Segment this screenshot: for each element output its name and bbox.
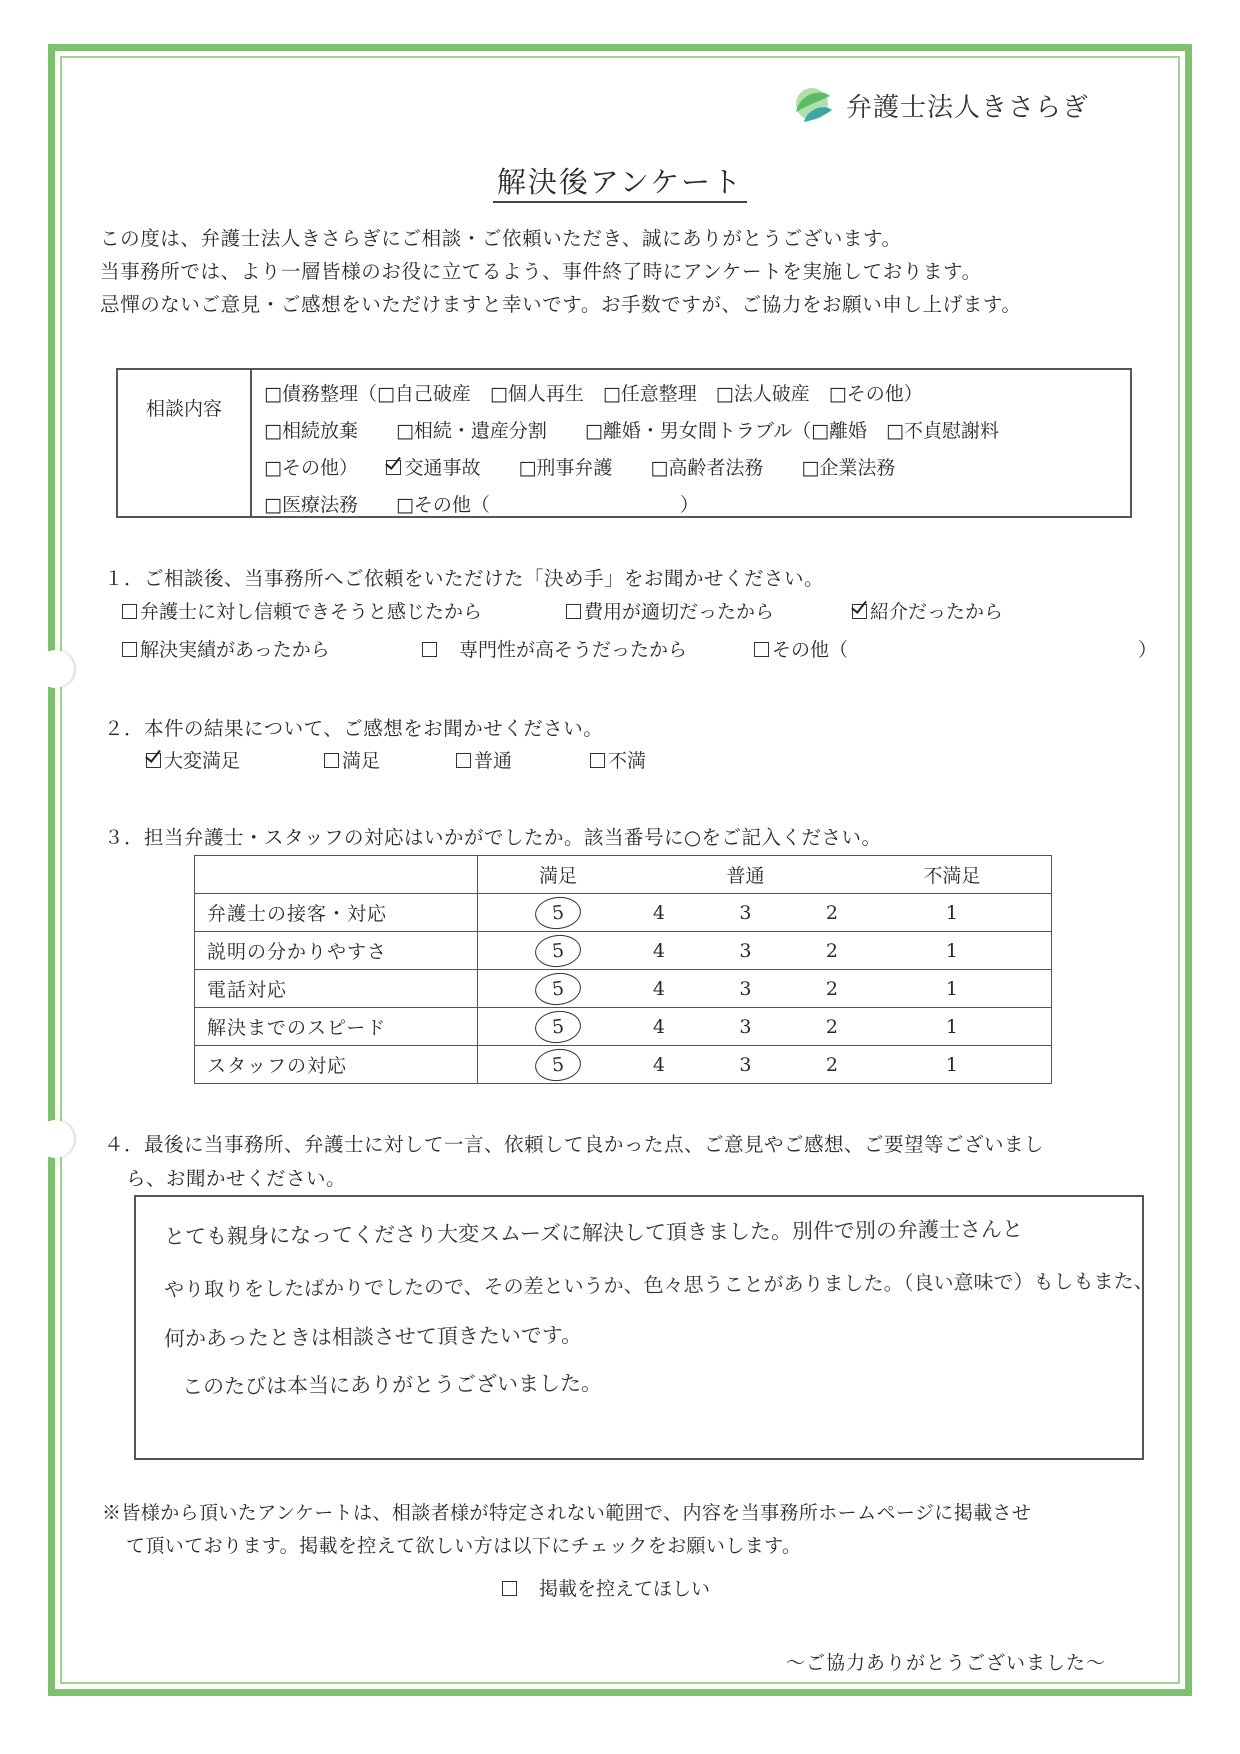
traffic-accident-checkbox[interactable] (386, 460, 401, 475)
q3-title: ３．担当弁護士・スタッフの対応はいかがでしたか。該当番号に○をご記入ください。 (104, 826, 882, 849)
rating-row (195, 932, 1052, 970)
rating-score: 3 (739, 1053, 752, 1076)
rating-score-circled: 5 (533, 970, 582, 1007)
q1-option-referral[interactable]: 紹介だったから (852, 597, 1003, 627)
consultation-row[interactable]: □医療法務 □その他（ ） (264, 494, 699, 516)
rating-score: 2 (825, 977, 838, 1000)
rating-row-label: スタッフの対応 (195, 1046, 478, 1084)
punch-hole-bottom (36, 1120, 74, 1158)
checkbox[interactable] (122, 642, 137, 657)
traffic-accident-label: 交通事故 (404, 457, 481, 479)
header-satisfied: 満足 (478, 856, 639, 894)
checkbox[interactable] (456, 753, 471, 768)
checkbox[interactable] (566, 604, 581, 619)
optout-option[interactable]: 掲載を控えてほしい (502, 1574, 710, 1604)
rating-score-cell[interactable] (811, 1008, 853, 1046)
closing-thanks: ～ご協力ありがとうございました～ (786, 1652, 1107, 1674)
rating-score-circled: 5 (533, 894, 582, 931)
rating-row-label: 弁護士の接客・対応 (195, 894, 478, 932)
firm-logo (790, 82, 1089, 128)
rating-score-cell[interactable] (478, 894, 639, 932)
checkbox[interactable] (590, 753, 605, 768)
consultation-row[interactable] (264, 450, 999, 487)
q4-title-line2: ら、お聞かせください。 (126, 1167, 347, 1190)
rating-score-cell[interactable] (638, 894, 680, 932)
q1-title: １．ご相談後、当事務所へご依頼をいただけた「決め手」をお聞かせください。 (104, 567, 825, 590)
rating-score-cell[interactable] (638, 932, 680, 970)
rating-row (195, 894, 1052, 932)
q4-title-line1: ４．最後に当事務所、弁護士に対して一言、依頼して良かった点、ご意見やご感想、ご要望等ございまし (104, 1133, 1045, 1156)
rating-row-label: 解決までのスピード (195, 1008, 478, 1046)
note-line: ※皆様から頂いたアンケートは、相談者様が特定されない範囲で、内容を当事務所ホームページに掲載させ (102, 1502, 1032, 1524)
punch-hole-top (36, 650, 74, 688)
rating-score-cell[interactable] (680, 1046, 811, 1084)
checkbox-checked[interactable] (852, 604, 867, 619)
rating-score-cell[interactable] (680, 970, 811, 1008)
checkbox[interactable] (422, 642, 437, 657)
rating-score-cell[interactable] (638, 1046, 680, 1084)
rating-score: 3 (739, 901, 752, 924)
rating-table (194, 855, 1052, 1084)
comment-line: とても親身になってくださり大変スムーズに解決して頂きました。別件で別の弁護士さんと (163, 1217, 1024, 1249)
publication-note (102, 1497, 1031, 1563)
rating-score-cell[interactable] (853, 970, 1052, 1008)
rating-score-cell[interactable] (811, 1046, 853, 1084)
rating-score-cell[interactable] (853, 932, 1052, 970)
rating-score: 4 (652, 977, 665, 1000)
page-title: 解決後アンケート (0, 160, 1240, 201)
rating-score-circled: 5 (533, 1008, 582, 1045)
rating-score-cell[interactable] (853, 894, 1052, 932)
rating-row (195, 1046, 1052, 1084)
intro-line: この度は、弁護士法人きさらぎにご相談・ご依頼いただき、誠にありがとうございます。 (100, 227, 902, 250)
firm-name: 弁護士法人きさらぎ (846, 92, 1090, 123)
rating-score-cell[interactable] (478, 1008, 639, 1046)
rating-score: 4 (652, 901, 665, 924)
rating-score-cell[interactable] (680, 1008, 811, 1046)
comment-box[interactable] (134, 1195, 1154, 1460)
rating-score-cell[interactable] (811, 932, 853, 970)
rating-score-cell[interactable] (811, 970, 853, 1008)
q1-other-close: ） (1138, 639, 1158, 661)
rating-row-label: 説明の分かりやすさ (195, 932, 478, 970)
q2-option-dissatisfied[interactable]: 不満 (590, 746, 646, 776)
rating-score: 2 (825, 1015, 838, 1038)
comment-line: 何かあったときは相談させて頂きたいです。 (163, 1323, 583, 1351)
q2-option-neutral[interactable]: 普通 (456, 746, 512, 776)
consultation-row[interactable]: □債務整理（□自己破産 □個人再生 □任意整理 □法人破産 □その他） (264, 383, 923, 405)
rating-score: 4 (652, 939, 665, 962)
consultation-label: 相談内容 (118, 370, 252, 516)
checkbox[interactable] (754, 642, 769, 657)
rating-score-cell[interactable] (478, 970, 639, 1008)
rating-score: 1 (945, 1053, 958, 1076)
rating-row (195, 970, 1052, 1008)
consultation-row-visible: □その他） 交通事故 □刑事弁護 □高齢者法務 □企業法務 (264, 457, 896, 479)
header-neutral: 普通 (680, 856, 811, 894)
rating-score: 3 (739, 1015, 752, 1038)
rating-row (195, 1008, 1052, 1046)
rating-score: 2 (825, 901, 838, 924)
rating-score: 2 (825, 1053, 838, 1076)
intro-line: 当事務所では、より一層皆様のお役に立てるよう、事件終了時にアンケートを実施しております。 (100, 260, 982, 283)
rating-score-cell[interactable] (680, 894, 811, 932)
q2-title: ２．本件の結果について、ご感想をお聞かせください。 (104, 717, 604, 740)
rating-score-cell[interactable] (638, 970, 680, 1008)
rating-header-blank (195, 856, 478, 894)
intro-text (100, 222, 1021, 321)
leaf-logo-icon (790, 82, 836, 128)
comment-line: やり取りをしたばかりでしたので、その差というか、色々思うことがありました。（良い意味で）もしもまた、 (163, 1268, 1154, 1302)
rating-score-circled: 5 (533, 932, 582, 969)
q1-option-other[interactable]: その他（ (754, 635, 848, 665)
rating-score-cell[interactable] (853, 1008, 1052, 1046)
checkbox[interactable] (122, 604, 137, 619)
q1-option-trust[interactable]: 弁護士に対し信頼できそうと感じたから (122, 597, 482, 627)
optout-checkbox[interactable] (502, 1581, 517, 1596)
q1-option-track-record[interactable]: 解決実績があったから (122, 635, 330, 665)
rating-score: 4 (652, 1053, 665, 1076)
consultation-options (264, 376, 999, 524)
q2-option-satisfied[interactable]: 満足 (324, 746, 380, 776)
rating-row-label: 電話対応 (195, 970, 478, 1008)
checkbox[interactable] (324, 753, 339, 768)
rating-score-circled: 5 (533, 1046, 582, 1083)
rating-score-cell[interactable] (478, 932, 639, 970)
rating-score: 3 (739, 939, 752, 962)
rating-score: 1 (945, 1015, 958, 1038)
rating-score-cell[interactable] (811, 894, 853, 932)
consultation-row[interactable]: □相続放棄 □相続・遺産分割 □離婚・男女間トラブル（□離婚 □不貞慰謝料 (264, 420, 1000, 442)
comment-line: このたびは本当にありがとうございました。 (181, 1371, 603, 1399)
rating-score: 2 (825, 939, 838, 962)
rating-score-cell[interactable] (680, 932, 811, 970)
rating-score-cell[interactable] (853, 1046, 1052, 1084)
rating-score: 3 (739, 977, 752, 1000)
q1-option-fee[interactable]: 費用が適切だったから (566, 597, 774, 627)
q2-option-very-satisfied[interactable]: 大変満足 (146, 746, 240, 776)
rating-score: 4 (652, 1015, 665, 1038)
note-line: て頂いております。掲載を控えて欲しい方は以下にチェックをお願いします。 (126, 1535, 802, 1557)
intro-line: 忌憚のないご意見・ご感想をいただけますと幸いです。お手数ですが、ご協力をお願い申し上げます。 (100, 293, 1022, 316)
rating-score-cell[interactable] (638, 1008, 680, 1046)
header-dissatisfied: 不満足 (853, 856, 1052, 894)
rating-header-row (195, 856, 1052, 894)
checkbox-checked[interactable] (146, 753, 161, 768)
q1-option-expertise[interactable]: 専門性が高そうだったから (422, 635, 687, 665)
rating-score: 1 (945, 977, 958, 1000)
rating-score: 1 (945, 901, 958, 924)
rating-score: 1 (945, 939, 958, 962)
consultation-type-box (116, 368, 1132, 518)
rating-score-cell[interactable] (478, 1046, 639, 1084)
